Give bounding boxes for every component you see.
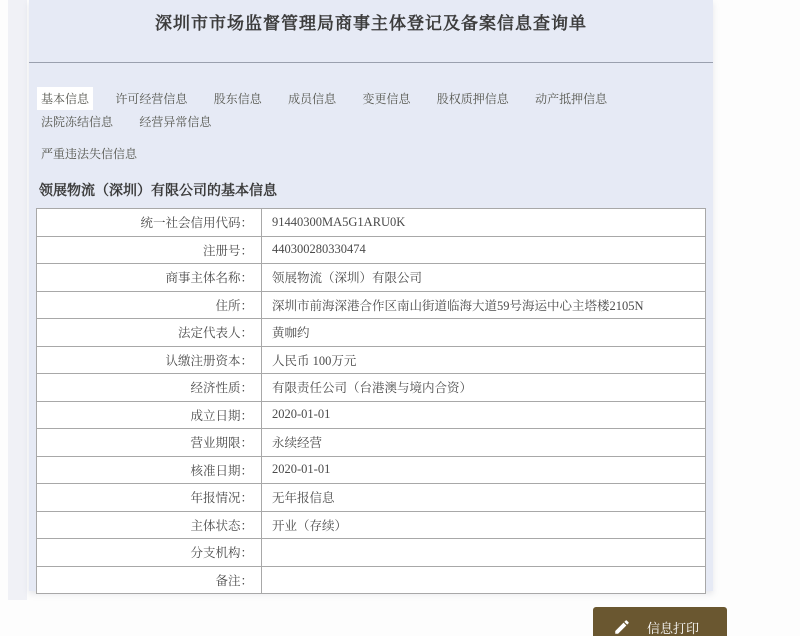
table-row [37,566,706,594]
page-left-gutter [8,0,27,600]
row-value: 人民币 100万元 [262,346,706,374]
table-row [37,319,706,347]
row-label: 住所： [37,291,262,319]
title-divider [29,62,713,63]
tab-equity-pledge-info[interactable]: 股权质押信息 [436,92,509,106]
table-row [37,374,706,402]
tab-licensed-business-info[interactable]: 许可经营信息 [115,92,188,106]
tab-operation-abnormal-info[interactable]: 经营异常信息 [139,115,212,129]
page-title: 深圳市市场监督管理局商事主体登记及备案信息查询单 [155,14,587,33]
tab-row-1 [37,87,705,133]
row-value: 2020-01-01 [262,456,706,484]
row-label: 认缴注册资本： [37,346,262,374]
table-row [37,456,706,484]
tab-shareholder-info[interactable]: 股东信息 [213,92,262,106]
row-label: 经济性质： [37,374,262,402]
pencil-icon [613,618,631,636]
row-value: 深圳市前海深港合作区南山街道临海大道59号海运中心主塔楼2105N [262,291,706,319]
row-label: 统一社会信用代码： [37,209,262,237]
row-value: 2020-01-01 [262,401,706,429]
row-label: 营业期限： [37,429,262,457]
tab-court-freeze-info[interactable]: 法院冻结信息 [41,115,114,129]
row-label: 法定代表人： [37,319,262,347]
row-value: 有限责任公司（台港澳与境内合资） [262,374,706,402]
tab-change-info[interactable]: 变更信息 [362,92,411,106]
section-heading: 领展物流（深圳）有限公司的基本信息 [39,182,277,198]
table-row [37,511,706,539]
row-value [262,566,706,594]
table-row [37,264,706,292]
row-value: 领展物流（深圳）有限公司 [262,264,706,292]
query-result-panel [29,0,713,591]
table-row [37,346,706,374]
tab-row-2 [37,142,705,165]
table-row [37,291,706,319]
table-row [37,401,706,429]
table-row [37,429,706,457]
row-value: 黄咖约 [262,319,706,347]
row-value: 440300280330474 [262,236,706,264]
row-value: 91440300MA5G1ARU0K [262,209,706,237]
row-label: 分支机构： [37,539,262,567]
row-label: 注册号： [37,236,262,264]
row-value: 永续经营 [262,429,706,457]
basic-info-table [36,208,706,594]
row-label: 核准日期： [37,456,262,484]
row-value [262,539,706,567]
table-row [37,484,706,512]
row-label: 备注： [37,566,262,594]
tab-bar [29,87,713,165]
tab-chattel-mortgage-info[interactable]: 动产抵押信息 [535,92,608,106]
row-label: 商事主体名称： [37,264,262,292]
row-label: 主体状态： [37,511,262,539]
tab-basic-info[interactable]: 基本信息 [37,87,93,110]
tab-member-info[interactable]: 成员信息 [288,92,337,106]
row-label: 年报情况： [37,484,262,512]
row-value: 无年报信息 [262,484,706,512]
print-info-button[interactable] [593,607,727,636]
table-row [37,236,706,264]
tab-serious-violation-info[interactable]: 严重违法失信信息 [41,147,138,161]
row-label: 成立日期： [37,401,262,429]
table-row [37,539,706,567]
print-button-label: 信息打印 [647,620,700,636]
row-value: 开业（存续） [262,511,706,539]
table-row [37,209,706,237]
